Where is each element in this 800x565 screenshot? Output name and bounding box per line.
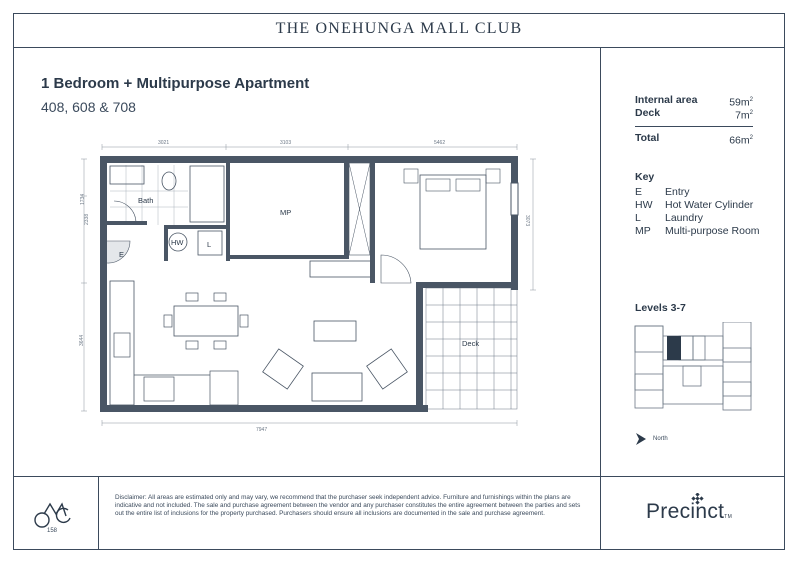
dim-top-2: 3103: [280, 140, 292, 146]
footer-divider: [13, 476, 785, 477]
legend-key: [635, 171, 760, 238]
window-icon: [511, 183, 518, 215]
total-area-label: Total: [635, 132, 660, 144]
internal-area-label: Internal area: [635, 94, 698, 106]
fridge-icon: [210, 371, 238, 405]
armchair-right: [367, 349, 408, 389]
deck-tiles: [426, 288, 517, 409]
dim-left-3: 3644: [79, 334, 85, 346]
disclaimer-text: Disclaimer: All areas are estimated only and may vary, we recommend that the purchaser seek independent advice. Furniture and furnishings within the plans are indicative and not included. The sale and purchase agreement between the vendor and any purchaser constitutes the entire agreement between the parties and sets out the entire list of inclusions for the property purchased. Purchasers should ensure all inclusions are documented in the sale and purchase agreement.: [115, 494, 581, 517]
bed: [420, 175, 486, 249]
key-heading: Key: [635, 171, 655, 183]
dim-left-2: 2338: [84, 213, 90, 225]
deck-area-label: Deck: [635, 107, 661, 119]
sidebar-divider: [600, 47, 601, 550]
total-area-value: $66m^2$: [729, 134, 753, 147]
bedroom-door-swing: [381, 255, 411, 283]
room-deck: Deck: [462, 339, 480, 348]
building-keyplan: [633, 322, 755, 412]
floor-plan: [70, 133, 550, 433]
coffee-table: [314, 321, 356, 341]
north-arrow-icon: [634, 432, 648, 446]
internal-area-value: $59m^2$: [729, 96, 753, 109]
page-title: THE ONEHUNGA MALL CLUB: [275, 20, 523, 37]
room-bath: Bath: [138, 196, 154, 205]
header-divider: [13, 47, 785, 48]
total-area-row: [635, 132, 753, 145]
key-item: MP Multi-purpose Room: [635, 225, 760, 237]
bedside-left: [404, 169, 418, 183]
bath-door-swing: [114, 201, 136, 223]
precinct-brand: PrecinctTM: [646, 500, 733, 523]
apartment-title: 1 Bedroom + Multipurpose Apartment: [41, 75, 310, 92]
tv-unit: [310, 261, 372, 277]
internal-area-row: [635, 94, 753, 107]
bedside-right: [486, 169, 500, 183]
room-laundry: L: [207, 240, 212, 249]
dining-chairs: [164, 293, 248, 349]
dim-top-1: 3021: [158, 140, 170, 146]
pillow-left: [426, 179, 450, 191]
cooktop-icon: [144, 377, 174, 401]
north-label: North: [653, 436, 668, 442]
room-mp: MP: [280, 208, 292, 217]
deck-area-value: $7m^2$: [735, 109, 753, 122]
sink-icon: [114, 333, 130, 357]
room-entry: E: [119, 250, 125, 259]
dim-top-3: 5462: [434, 140, 446, 146]
vanity-icon: [110, 166, 144, 184]
dining-table: [174, 306, 238, 336]
room-hw: HW: [171, 238, 184, 247]
key-item: E Entry: [635, 186, 690, 198]
highlighted-unit: [667, 336, 681, 360]
pillow-right: [456, 179, 480, 191]
bathtub-icon: [190, 166, 224, 222]
omc-logo-icon: [32, 498, 72, 528]
area-separator: [635, 126, 753, 127]
kitchen-bench: [110, 281, 134, 405]
logo-number: 158: [47, 528, 58, 534]
bathroom-tiles: [110, 165, 188, 225]
key-item: L Laundry: [635, 212, 703, 224]
levels-title: Levels 3-7: [635, 302, 686, 314]
deck-area-row: [635, 107, 753, 120]
apartment-units: 408, 608 & 708: [41, 99, 136, 115]
footer-logo-divider: [98, 476, 99, 550]
dim-left-1: 1734: [80, 193, 86, 205]
armchair-left: [263, 349, 304, 389]
area-table: [635, 94, 753, 145]
dim-bottom: 7947: [256, 427, 268, 433]
dim-right-1: 3073: [524, 215, 530, 227]
key-item: HW Hot Water Cylinder: [635, 199, 754, 211]
sofa: [312, 373, 362, 401]
